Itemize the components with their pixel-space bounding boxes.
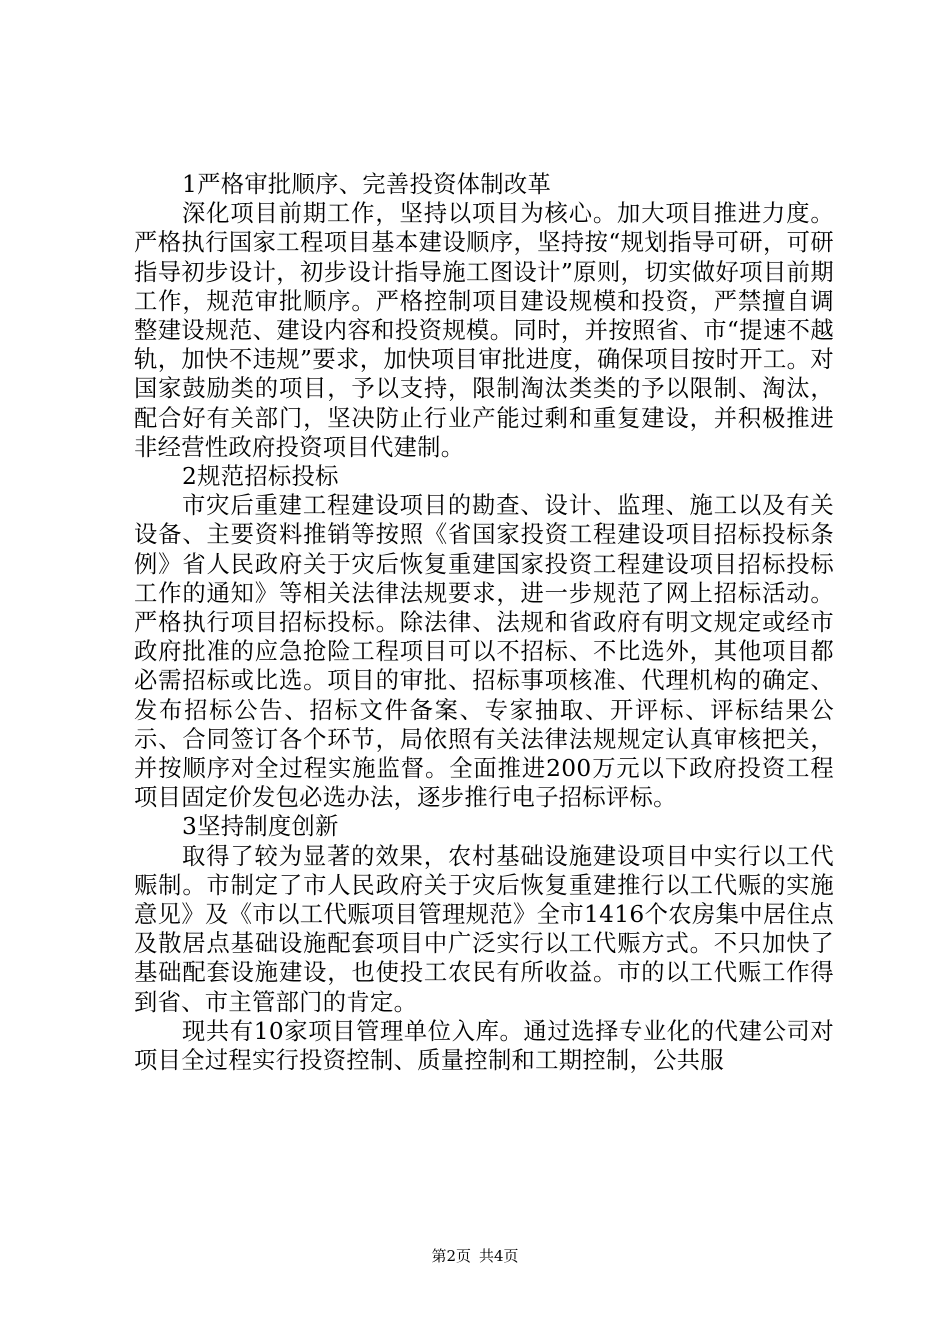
section-heading-2: 2规范招标投标 [182, 463, 339, 491]
document-body [134, 170, 834, 1075]
page-footer [0, 1246, 950, 1266]
paragraph-4: 现共有10家项目管理单位入库。通过选择专业化的代建公司对项目全过程实行投资控制、质量控制和工期控制，公共服 [134, 1017, 834, 1075]
section-heading-1: 1严格审批顺序、完善投资体制改革 [182, 171, 552, 198]
page-number: 第2页 [431, 1247, 471, 1265]
paragraph-3: 取得了较为显著的效果，农村基础设施建设项目中实行以工代赈制。市制定了市人民政府关于灾后恢复重建推行以工代赈的实施意见》及《市以工代赈项目管理规范》全市1416个农房集中居住点及散居点基础设施配套项目中广泛实行以工代赈方式。不只加快了基础配套设施建设，也使投工农民有所收益。市的以工代赈工作得到省、市主管部门的肯定。 [134, 842, 834, 1016]
paragraph-2: 市灾后重建工程建设项目的勘查、设计、监理、施工以及有关设备、主要资料推销等按照《省国家投资工程建设项目招标投标条例》省人民政府关于灾后恢复重建国家投资工程建设项目招标投标工作的通知》等相关法律法规要求，进一步规范了网上招标活动。严格执行项目招标投标。除法律、法规和省政府有明文规定或经市政府批准的应急抢险工程项目可以不招标、不比选外，其他项目都必需招标或比选。项目的审批、招标事项核准、代理机构的确定、发布招标公告、招标文件备案、专家抽取、开评标、评标结果公示、合同签订各个环节，局依照有关法律法规规定认真审核把关，并按顺序对全过程实施监督。全面推进200万元以下政府投资工程项目固定价发包必选办法，逐步推行电子招标评标。 [134, 492, 834, 812]
paragraph-1: 深化项目前期工作，坚持以项目为核心。加大项目推进力度。严格执行国家工程项目基本建设顺序，坚持按“规划指导可研，可研指导初步设计，初步设计指导施工图设计”原则，切实做好项目前期工作，规范审批顺序。严格控制项目建设规模和投资，严禁擅自调整建设规范、建设内容和投资规模。同时，并按照省、市“提速不越轨，加快不违规”要求，加快项目审批进度，确保项目按时开工。对国家鼓励类的项目，予以支持，限制淘汰类类的予以限制、淘汰，配合好有关部门，坚决防止行业产能过剩和重复建设，并积极推进非经营性政府投资项目代建制。 [134, 200, 834, 461]
page-total: 共4页 [479, 1247, 519, 1265]
section-heading-3: 3坚持制度创新 [182, 813, 339, 841]
